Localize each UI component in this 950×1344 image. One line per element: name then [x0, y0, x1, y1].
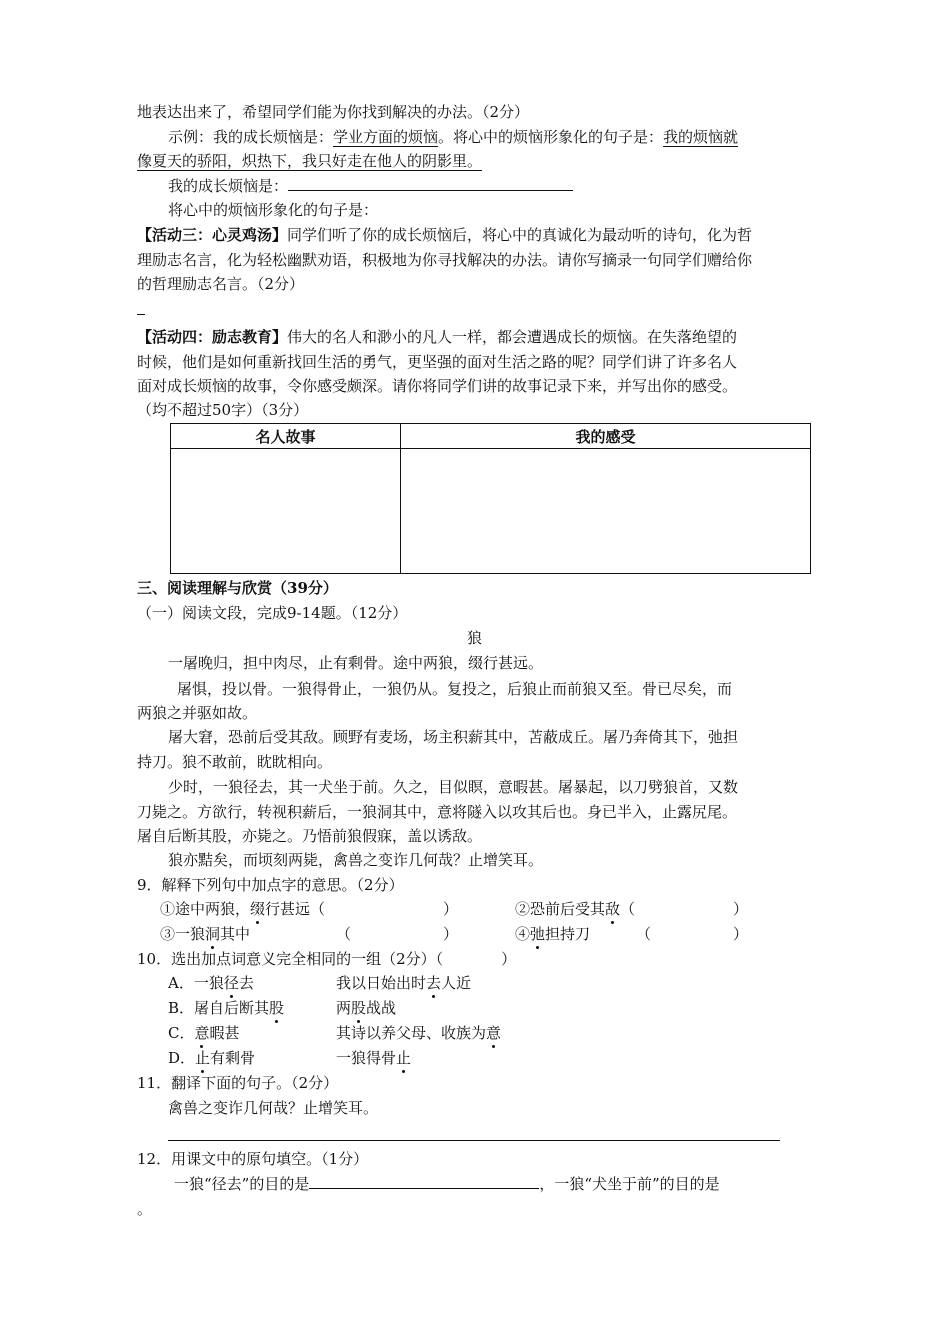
table-header-story: 名人故事	[171, 424, 401, 449]
q10-option-a: A．一狼径去	[168, 974, 254, 992]
q9-item2-close: ）	[733, 900, 749, 918]
q10-option-b: B．屠自后断其股	[168, 999, 285, 1017]
feeling-cell[interactable]	[401, 449, 811, 574]
activity4-line2: 时候，他们是如何重新找回生活的勇气，更坚强的面对生活之路的呢？同学们讲了许多名人	[137, 353, 738, 371]
q12-blank-1[interactable]	[309, 1172, 539, 1189]
q10-option-a-compare: 我以日始出时去人近	[336, 974, 472, 992]
activity4-line3: 面对成长烦恼的故事，令你感受颇深。请你将同学们讲的故事记录下来，并写出你的感受。	[137, 377, 738, 395]
example-line	[168, 125, 738, 149]
q9-item4-open: （	[636, 925, 652, 943]
q10-option-b-compare: 两股战战	[336, 999, 397, 1017]
q10-option-c-compare: 其诗以养父母、收族为意	[336, 1024, 502, 1042]
q9-item3-close: ）	[443, 925, 459, 943]
q9-dotted-char: 敌	[605, 900, 621, 918]
q12-fill-line: 一狼“径去”的目的是 ，一狼“犬坐于前”的目的是	[174, 1172, 720, 1196]
passage-p3b: 持刀。狼不敢前，眈眈相向。	[137, 753, 333, 771]
activity3-title: 【活动三：心灵鸡汤】	[137, 226, 288, 244]
passage-p5: 狼亦黠矣，而顷刻两毙，禽兽之变诈几何哉？止增笑耳。	[168, 851, 544, 869]
story-cell[interactable]	[171, 449, 401, 574]
activity3-line2: 理励志名言，化为轻松幽默劝语，积极地为你寻找解决的办法。请你写摘录一句同学们赠给你	[137, 251, 753, 269]
q11-answer-line[interactable]	[168, 1140, 780, 1141]
table-header-feeling: 我的感受	[401, 424, 811, 449]
activity4-line4: （均不超过50字）（3分）	[137, 401, 309, 419]
passage-title: 狼	[467, 629, 483, 647]
q10-option-d: D．止有剩骨	[168, 1049, 256, 1067]
passage-p3a: 屠大窘，恐前后受其敌。顾野有麦场，场主积薪其中，苫蔽成丘。屠乃奔倚其下，弛担	[168, 728, 739, 746]
part1-heading: （一）阅读文段，完成9-14题。（12分）	[137, 604, 408, 622]
q10-option-d-compare: 一狼得骨止	[336, 1049, 412, 1067]
example-sentence: 我的烦恼就	[663, 128, 739, 146]
q11-sentence: 禽兽之变诈几何哉？止增笑耳。	[168, 1099, 379, 1117]
q10-option-c: C．意暇甚	[168, 1024, 240, 1042]
activity4-title: 【活动四：励志教育】	[137, 328, 288, 346]
q10-stem-line: 10．选出加点词意义完全相同的一组（2分）（ ）	[137, 950, 517, 968]
my-trouble-blank[interactable]	[288, 174, 573, 191]
q9-item1: ①途中两狼，缀行甚远（	[160, 900, 326, 918]
q9-dotted-char: 洞	[205, 925, 221, 943]
activity3-line1: 【活动三：心灵鸡汤】同学们听了你的成长烦恼后，将心中的真诚化为最动听的诗句，化为哲	[137, 226, 753, 244]
passage-p2a: 屠惧，投以骨。一狼得骨止，一狼仍从。复投之，后狼止而前狼又至。骨已尽矣，而	[177, 680, 733, 698]
q9-item3-open: （	[336, 925, 352, 943]
passage-p4a: 少时，一狼径去，其一犬坐于前。久之，目似瞑，意暇甚。屠暴起，以刀劈狼首，又数	[168, 778, 739, 796]
example-mid: 。将心中的烦恼形象化的句子是：	[438, 128, 664, 146]
image-sentence-label: 将心中的烦恼形象化的句子是：	[168, 201, 379, 219]
q9-dotted-char: 缀	[250, 900, 266, 918]
section3-title: 三、阅读理解与欣赏（39分）	[137, 579, 338, 597]
q10-stem: 10．选出加点词意义完全相同的一组（2分）（	[137, 950, 444, 968]
answer-blank-short[interactable]	[137, 314, 145, 315]
intro-line: 地表达出来了，希望同学们能为你找到解决的办法。（2分）	[137, 103, 530, 121]
my-trouble-line	[168, 174, 573, 198]
example-prefix: 示例：我的成长烦恼是：	[168, 128, 334, 146]
example-sentence-cont: 像夏天的骄阳，炽热下，我只好走在他人的阴影里。	[137, 152, 483, 170]
passage-p1: 一屠晚归，担中肉尽，止有剩骨。途中两狼，缀行甚远。	[168, 654, 544, 672]
my-trouble-label: 我的成长烦恼是：	[168, 177, 289, 195]
story-table	[170, 423, 811, 574]
q9-item4: ④弛担持刀	[515, 925, 591, 943]
q9-item4-close: ）	[733, 925, 749, 943]
activity4-line1: 【活动四：励志教育】伟大的名人和渺小的凡人一样，都会遭遇成长的烦恼。在失落绝望的	[137, 328, 738, 346]
example-trouble: 学业方面的烦恼	[333, 128, 439, 146]
q12-stem: 12．用课文中的原句填空。（1分）	[137, 1150, 369, 1168]
passage-p2b: 两狼之并驱如故。	[137, 704, 258, 722]
q9-dotted-char: 弛	[530, 925, 546, 943]
q9-item1-close: ）	[443, 900, 459, 918]
q9-stem: 9．解释下列句中加点字的意思。（2分）	[137, 876, 404, 894]
q9-item3: ③一狼洞其中	[160, 925, 251, 943]
activity3-line3: 的哲理励志名言。（2分）	[137, 275, 305, 293]
q12-end: 。	[137, 1200, 153, 1218]
passage-p4c: 屠自后断其股，亦毙之。乃悟前狼假寐，盖以诱敌。	[137, 827, 483, 845]
q11-stem: 11．翻译下面的句子。（2分）	[137, 1074, 339, 1092]
q9-item2: ②恐前后受其敌（	[515, 900, 636, 918]
passage-p4b: 刀毙之。方欲行，转视积薪后，一狼洞其中，意将隧入以攻其后也。身已半入，止露尻尾。	[137, 803, 738, 821]
